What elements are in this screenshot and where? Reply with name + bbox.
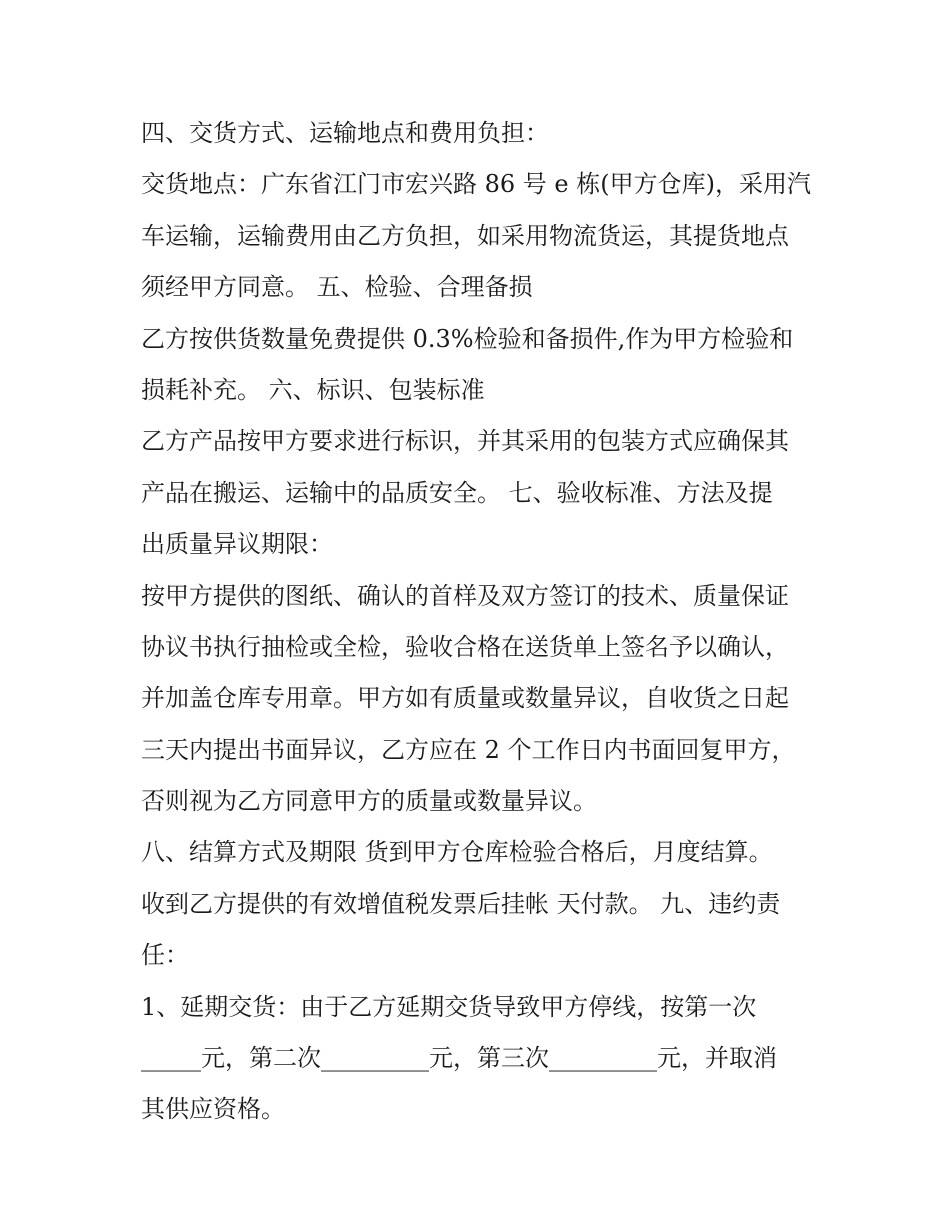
text-line: 乙方产品按甲方要求进行标识，并其采用的包装方式应确保其	[141, 427, 789, 456]
text-line: 协议书执行抽检或全检，验收合格在送货单上签名予以确认，	[141, 632, 789, 661]
text-line: 产品在搬运、运输中的品质安全。 七、验收标准、方法及提	[141, 478, 773, 507]
text-line: 否则视为乙方同意甲方的质量或数量异议。	[141, 787, 597, 816]
text-line: 损耗补充。 六、标识、包装标准	[141, 375, 485, 404]
text-line: 收到乙方提供的有效增值税发票后挂帐 天付款。 九、违约责	[141, 889, 781, 918]
document-body	[141, 108, 821, 1136]
text-line: 须经甲方同意。 五、检验、合理备损	[141, 273, 533, 302]
text-line: _____元，第二次_________元，第三次_________元，并取消	[141, 1044, 777, 1073]
text-line: 三天内提出书面异议，乙方应在 2 个工作日内书面回复甲方，	[141, 735, 796, 764]
text-line: 其供应资格。	[141, 1095, 285, 1124]
text-line: 任：	[141, 941, 189, 970]
text-line: 并加盖仓库专用章。甲方如有质量或数量异议，自收货之日起	[141, 684, 789, 713]
text-line: 车运输，运输费用由乙方负担，如采用物流货运，其提货地点	[141, 221, 789, 250]
text-line: 乙方按供货数量免费提供 0.3%检验和备损件,作为甲方检验和	[141, 324, 794, 353]
text-line: 按甲方提供的图纸、确认的首样及双方签订的技术、质量保证	[141, 581, 789, 610]
text-line: 四、交货方式、运输地点和费用负担：	[141, 119, 549, 147]
text-line: 出质量异议期限：	[141, 530, 333, 559]
text-line: 1、延期交货：由于乙方延期交货导致甲方停线，按第一次	[141, 992, 757, 1021]
text-line: 八、结算方式及期限 货到甲方仓库检验合格后，月度结算。	[141, 838, 773, 867]
text-line: 交货地点：广东省江门市宏兴路 86 号 e 栋(甲方仓库)，采用汽	[141, 170, 811, 199]
